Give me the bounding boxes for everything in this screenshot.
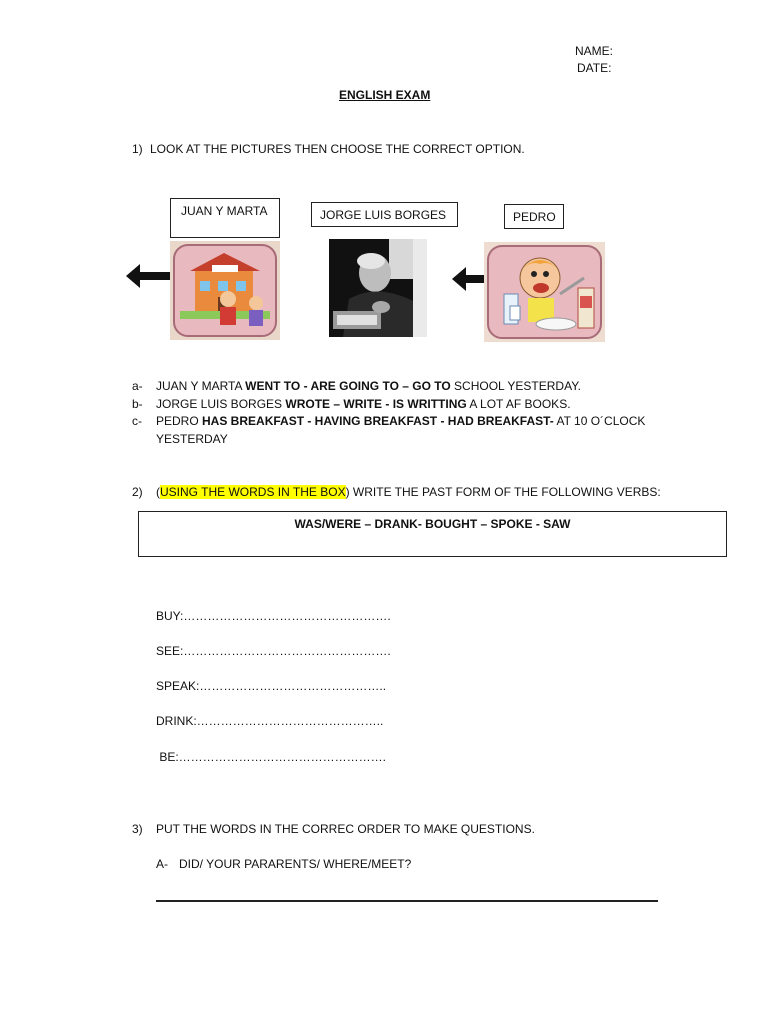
- name-label: NAME:: [575, 44, 614, 58]
- verb-item-see: SEE:…………………………………………….: [156, 644, 391, 658]
- q2-number: 2): [132, 485, 143, 499]
- sentence-b-subject: JORGE LUIS BORGES: [156, 397, 286, 411]
- label-jorge-luis-borges: JORGE LUIS BORGES: [320, 208, 447, 222]
- q1-sentence-c: [156, 414, 645, 428]
- sentence-b-options: WROTE – WRITE - IS WRITTING: [285, 397, 467, 411]
- verb-item-drink: DRINK:………………………………………..: [156, 714, 384, 728]
- q1-sentence-a: [156, 379, 581, 393]
- school-picture: [170, 241, 280, 340]
- exam-title: ENGLISH EXAM: [339, 88, 431, 102]
- q2-highlighted-text: USING THE WORDS IN THE BOX: [160, 485, 346, 499]
- sentence-c-subject: PEDRO: [156, 414, 203, 428]
- q1-sentence-b: [156, 397, 571, 411]
- q1-option-letter-c: c-: [132, 414, 142, 428]
- label-box-jorge-luis-borges: [311, 202, 458, 227]
- q1-option-letter-b: b-: [132, 397, 143, 411]
- sentence-a-rest: SCHOOL YESTERDAY.: [450, 379, 581, 393]
- label-pedro: PEDRO: [513, 210, 556, 224]
- sentence-a-options: WENT TO - ARE GOING TO – GO TO: [245, 379, 451, 393]
- answer-line: [156, 900, 658, 902]
- label-box-pedro: [504, 204, 564, 229]
- label-box-juan-y-marta: [170, 198, 280, 238]
- breakfast-picture: [484, 242, 605, 342]
- q2-open-paren: (: [156, 485, 160, 499]
- q3-item-letter-a: A-: [156, 857, 168, 871]
- verb-item-be: BE:…………………………………………….: [156, 750, 387, 764]
- q1-number: 1): [132, 142, 143, 156]
- q2-instruction-rest: ) WRITE THE PAST FORM OF THE FOLLOWING VERBS:: [345, 485, 661, 499]
- sentence-b-rest: A LOT AF BOOKS.: [466, 397, 571, 411]
- label-juan-y-marta: JUAN Y MARTA: [181, 204, 268, 218]
- sentence-a-subject: JUAN Y MARTA: [156, 379, 246, 393]
- sentence-c-options: HAS BREAKFAST - HAVING BREAKFAST - HAD BREAKFAST-: [202, 414, 554, 428]
- q1-option-letter-a: a-: [132, 379, 143, 393]
- date-label: DATE:: [577, 61, 612, 75]
- q3-instruction: PUT THE WORDS IN THE CORREC ORDER TO MAKE QUESTIONS.: [156, 822, 535, 836]
- verb-item-speak: SPEAK:………………………………………..: [156, 679, 387, 693]
- q1-instruction: LOOK AT THE PICTURES THEN CHOOSE THE CORRECT OPTION.: [150, 142, 525, 156]
- q3-item-a-words: DID/ YOUR PARARENTS/ WHERE/MEET?: [179, 857, 412, 871]
- word-box-words: WAS/WERE – DRANK- BOUGHT – SPOKE - SAW: [294, 517, 571, 531]
- verb-item-buy: BUY:…………………………………………….: [156, 609, 391, 623]
- sentence-c-rest: AT 10 O´CLOCK: [553, 414, 646, 428]
- borges-photo: [329, 239, 427, 337]
- sentence-c-rest-line2: YESTERDAY: [156, 432, 228, 446]
- word-box: [138, 511, 727, 557]
- q2-instruction: [156, 485, 661, 499]
- q3-number: 3): [132, 822, 143, 836]
